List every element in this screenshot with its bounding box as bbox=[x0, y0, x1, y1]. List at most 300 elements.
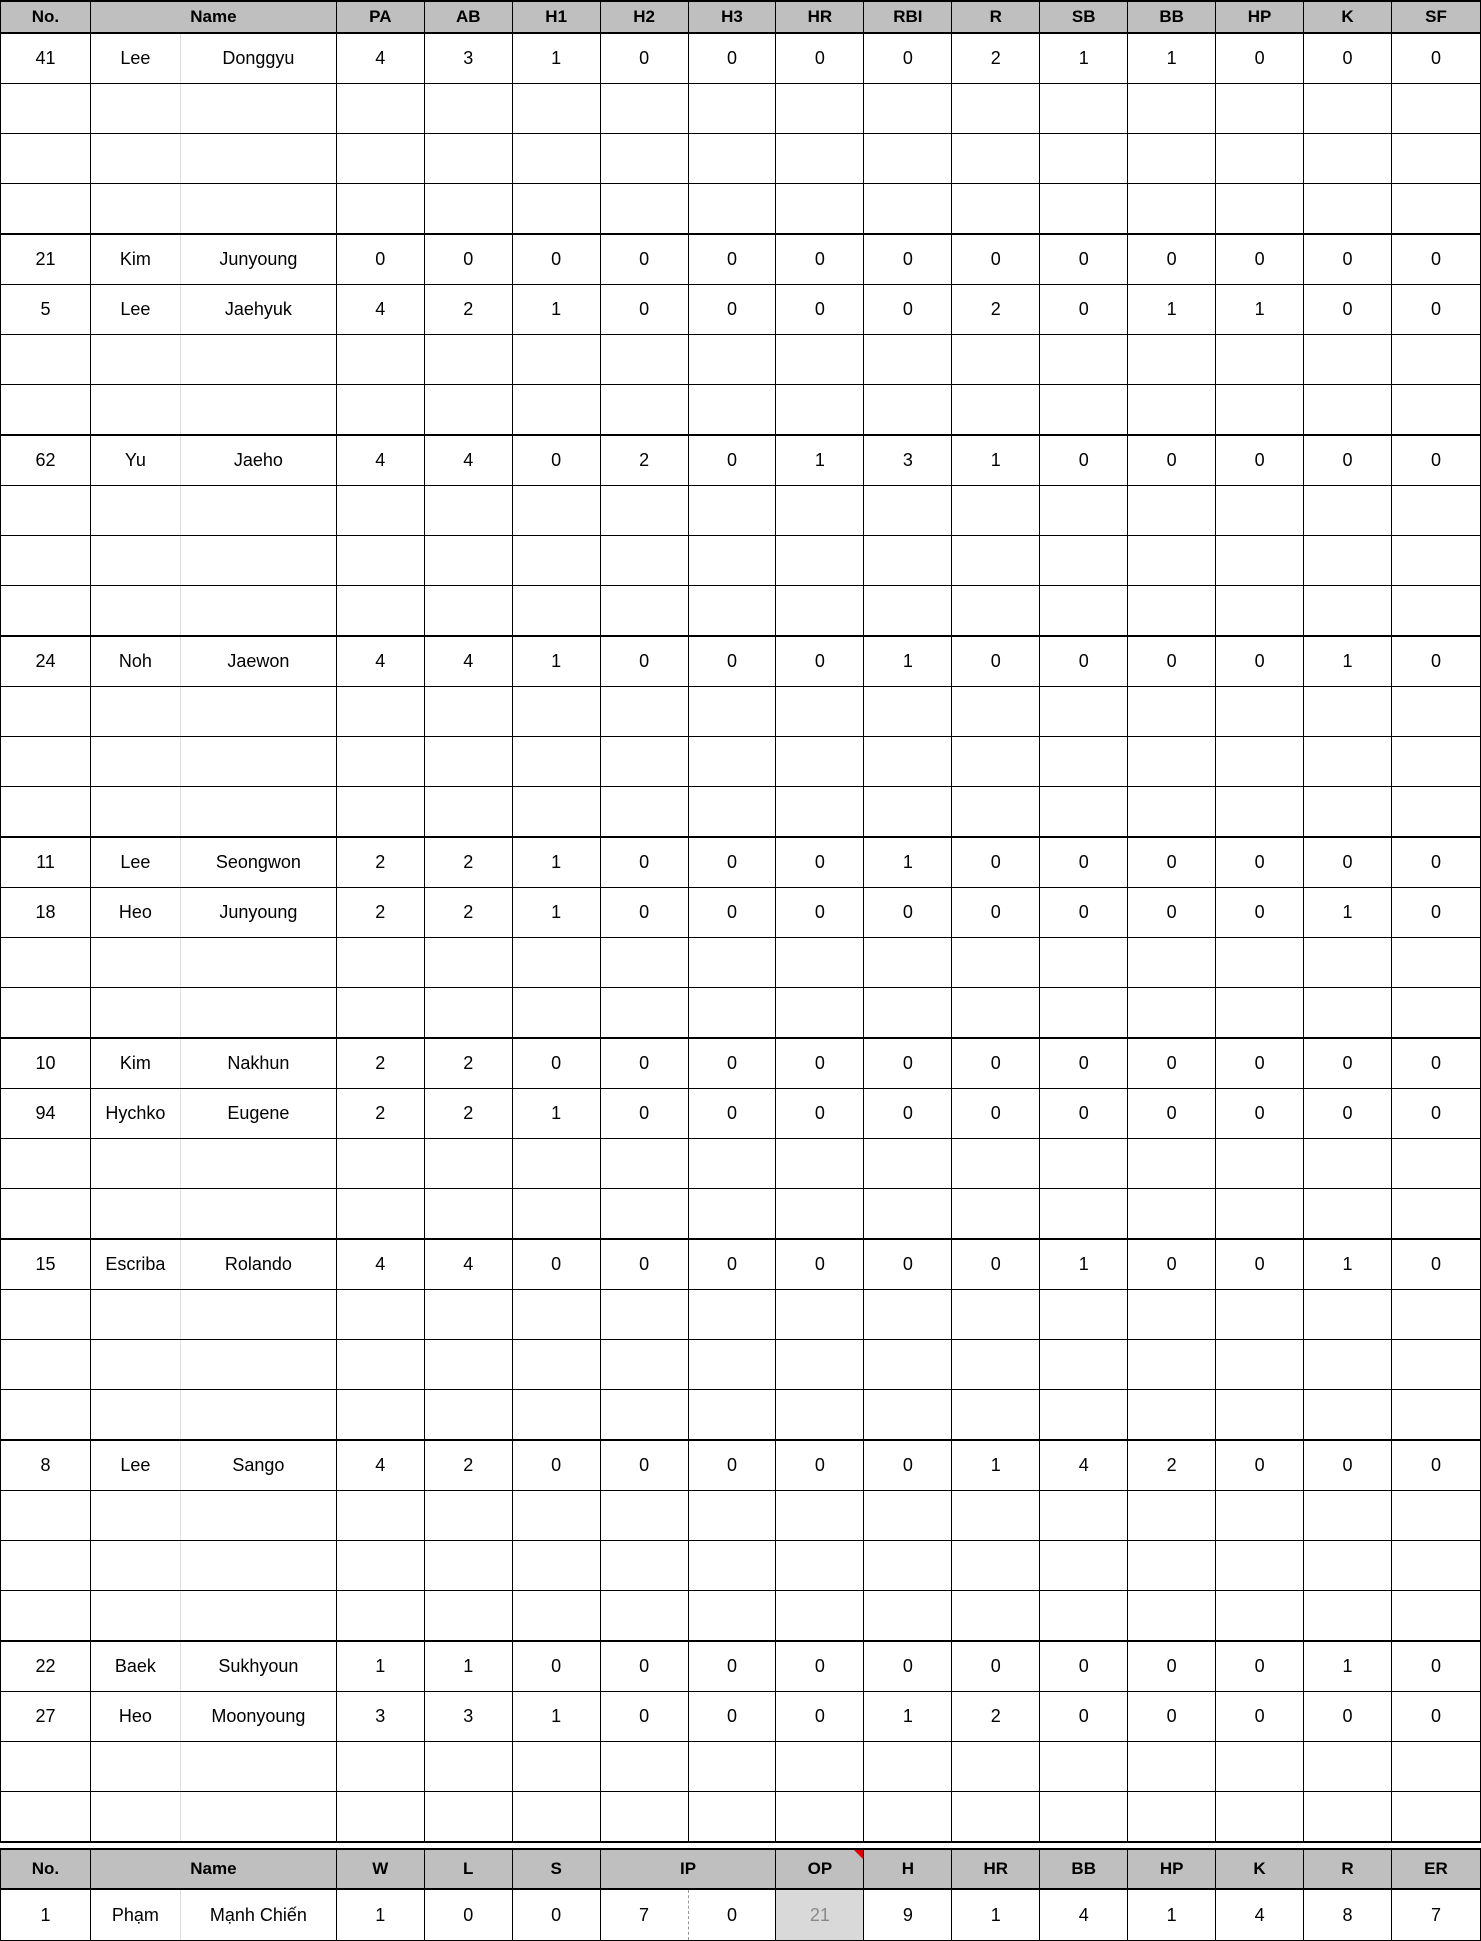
stat-rbi-cell bbox=[864, 84, 952, 134]
stat-h1-cell: 1 bbox=[512, 1089, 600, 1139]
stat-hp-cell bbox=[1216, 787, 1304, 838]
stat-rbi-cell: 0 bbox=[864, 285, 952, 335]
stat-sf-cell bbox=[1391, 1340, 1480, 1390]
player-last-name-cell bbox=[180, 536, 336, 586]
stat-h2-cell bbox=[600, 787, 688, 838]
stat-pa-cell: 2 bbox=[336, 888, 424, 938]
stat-rbi-cell: 0 bbox=[864, 888, 952, 938]
stat-r-cell bbox=[952, 1189, 1040, 1240]
stat-pa-cell: 0 bbox=[336, 234, 424, 285]
stat-k-cell: 0 bbox=[1304, 1038, 1392, 1089]
pitching-header-h bbox=[864, 1849, 952, 1889]
stat-hr-cell: 0 bbox=[776, 636, 864, 687]
player-first-name-cell bbox=[90, 1591, 180, 1642]
stat-bb-cell: 0 bbox=[1128, 636, 1216, 687]
player-first-name-cell bbox=[90, 1139, 180, 1189]
stat-hp-cell: 0 bbox=[1216, 33, 1304, 84]
player-last-name-cell bbox=[180, 486, 336, 536]
stat-sb-cell bbox=[1040, 335, 1128, 385]
stat-hp-cell bbox=[1216, 1390, 1304, 1441]
stat-pa-cell bbox=[336, 536, 424, 586]
stat-r-cell: 1 bbox=[952, 1440, 1040, 1491]
batting-empty-row bbox=[1, 586, 1481, 637]
stat-hr-cell bbox=[776, 988, 864, 1039]
stat-hp-cell bbox=[1216, 737, 1304, 787]
player-number-cell: 27 bbox=[1, 1692, 91, 1742]
stat-h3-cell: 0 bbox=[688, 1641, 776, 1692]
player-number-cell: 11 bbox=[1, 837, 91, 888]
batting-header-rbi: RBI bbox=[864, 1, 952, 33]
stat-bb-cell bbox=[1128, 1591, 1216, 1642]
stat-ip-innings-cell: 7 bbox=[600, 1889, 688, 1941]
stat-rbi-cell bbox=[864, 385, 952, 436]
batting-row bbox=[1, 1239, 1481, 1290]
stat-bb-cell bbox=[1128, 335, 1216, 385]
stat-sf-cell: 0 bbox=[1391, 1089, 1480, 1139]
stat-pa-cell bbox=[336, 787, 424, 838]
player-number-cell bbox=[1, 1290, 91, 1340]
stat-h1-cell: 1 bbox=[512, 837, 600, 888]
stat-rbi-cell: 0 bbox=[864, 1641, 952, 1692]
stat-ab-cell bbox=[424, 184, 512, 235]
stat-sb-cell: 0 bbox=[1040, 837, 1128, 888]
stat-rbi-cell: 0 bbox=[864, 1440, 952, 1491]
player-first-name-cell: Baek bbox=[90, 1641, 180, 1692]
stat-hr-cell: 0 bbox=[776, 837, 864, 888]
player-first-name-cell bbox=[90, 486, 180, 536]
stat-r-cell: 0 bbox=[952, 1641, 1040, 1692]
stat-k-cell bbox=[1304, 988, 1392, 1039]
batting-empty-row bbox=[1, 1742, 1481, 1792]
stat-pa-cell bbox=[336, 1390, 424, 1441]
stat-h2-cell: 0 bbox=[600, 234, 688, 285]
batting-empty-row bbox=[1, 486, 1481, 536]
stat-rbi-cell bbox=[864, 1290, 952, 1340]
stat-rbi-cell: 0 bbox=[864, 1239, 952, 1290]
stat-l-cell: 0 bbox=[424, 1889, 512, 1941]
player-last-name-cell bbox=[180, 1591, 336, 1642]
stat-ab-cell bbox=[424, 1742, 512, 1792]
stat-h2-cell bbox=[600, 1541, 688, 1591]
stat-sb-cell bbox=[1040, 385, 1128, 436]
player-number-cell bbox=[1, 988, 91, 1039]
player-number-cell: 94 bbox=[1, 1089, 91, 1139]
stat-hp-cell: 0 bbox=[1216, 1692, 1304, 1742]
stat-r-cell bbox=[952, 988, 1040, 1039]
player-first-name-cell bbox=[90, 134, 180, 184]
stat-h3-cell bbox=[688, 737, 776, 787]
stat-pa-cell: 2 bbox=[336, 1089, 424, 1139]
stat-k-cell bbox=[1304, 938, 1392, 988]
player-last-name-cell bbox=[180, 988, 336, 1039]
pitching-header-s bbox=[512, 1849, 600, 1889]
batting-header-r: R bbox=[952, 1, 1040, 33]
stat-hr-cell bbox=[776, 486, 864, 536]
stat-pa-cell: 3 bbox=[336, 1692, 424, 1742]
stat-hr-cell: 0 bbox=[776, 1692, 864, 1742]
batting-empty-row bbox=[1, 536, 1481, 586]
stat-h1-cell: 0 bbox=[512, 234, 600, 285]
stat-k-cell: 0 bbox=[1304, 837, 1392, 888]
player-first-name-cell: Kim bbox=[90, 234, 180, 285]
stat-bb-cell bbox=[1128, 988, 1216, 1039]
pitching-header-er bbox=[1391, 1849, 1480, 1889]
batting-empty-row bbox=[1, 1491, 1481, 1541]
stat-h-cell: 9 bbox=[864, 1889, 952, 1941]
stat-pa-cell bbox=[336, 486, 424, 536]
stat-bb-cell bbox=[1128, 536, 1216, 586]
stat-h2-cell: 0 bbox=[600, 1089, 688, 1139]
stat-sf-cell bbox=[1391, 486, 1480, 536]
stat-k-cell bbox=[1304, 1290, 1392, 1340]
stat-k-cell bbox=[1304, 335, 1392, 385]
stat-r-cell bbox=[952, 1591, 1040, 1642]
stat-sb-cell bbox=[1040, 1491, 1128, 1541]
batting-header-sb: SB bbox=[1040, 1, 1128, 33]
batting-row bbox=[1, 837, 1481, 888]
stat-k-cell bbox=[1304, 1742, 1392, 1792]
stat-ab-cell: 2 bbox=[424, 1440, 512, 1491]
stat-h3-cell bbox=[688, 1541, 776, 1591]
batting-empty-row bbox=[1, 1591, 1481, 1642]
stat-r-cell bbox=[952, 184, 1040, 235]
player-first-name-cell bbox=[90, 1390, 180, 1441]
stat-h1-cell bbox=[512, 787, 600, 838]
stat-h1-cell bbox=[512, 184, 600, 235]
stat-bb-cell bbox=[1128, 1390, 1216, 1441]
stat-bb-cell bbox=[1128, 687, 1216, 737]
player-number-cell: 21 bbox=[1, 234, 91, 285]
stat-pa-cell: 4 bbox=[336, 33, 424, 84]
batting-header-h1: H1 bbox=[512, 1, 600, 33]
stat-hr-cell bbox=[776, 787, 864, 838]
stat-h1-cell bbox=[512, 385, 600, 436]
stat-hr-cell bbox=[776, 938, 864, 988]
stat-pa-cell bbox=[336, 84, 424, 134]
stat-pa-cell bbox=[336, 938, 424, 988]
stat-hr-cell: 0 bbox=[776, 1089, 864, 1139]
stat-ab-cell: 4 bbox=[424, 636, 512, 687]
stat-r-cell bbox=[952, 1792, 1040, 1843]
stat-bb-cell: 0 bbox=[1128, 888, 1216, 938]
stat-h1-cell: 0 bbox=[512, 435, 600, 486]
stat-rbi-cell bbox=[864, 1340, 952, 1390]
player-number-cell bbox=[1, 1189, 91, 1240]
batting-header-sf: SF bbox=[1391, 1, 1480, 33]
stat-sf-cell bbox=[1391, 134, 1480, 184]
stat-sb-cell bbox=[1040, 486, 1128, 536]
stat-h1-cell: 1 bbox=[512, 285, 600, 335]
stat-hp-cell bbox=[1216, 1491, 1304, 1541]
stat-bb-cell bbox=[1128, 486, 1216, 536]
stat-bb-cell bbox=[1128, 737, 1216, 787]
stat-pa-cell: 4 bbox=[336, 636, 424, 687]
player-number-cell bbox=[1, 1340, 91, 1390]
batting-empty-row bbox=[1, 1541, 1481, 1591]
stat-h3-cell: 0 bbox=[688, 1239, 776, 1290]
stat-sf-cell bbox=[1391, 536, 1480, 586]
stat-rbi-cell bbox=[864, 787, 952, 838]
stat-ab-cell bbox=[424, 335, 512, 385]
stat-h1-cell bbox=[512, 1290, 600, 1340]
stat-h1-cell bbox=[512, 1491, 600, 1541]
stat-hp-cell bbox=[1216, 988, 1304, 1039]
stat-rbi-cell bbox=[864, 335, 952, 385]
stat-hp-cell bbox=[1216, 1742, 1304, 1792]
stat-hp-cell bbox=[1216, 335, 1304, 385]
stat-h1-cell: 0 bbox=[512, 1038, 600, 1089]
player-first-name-cell bbox=[90, 385, 180, 436]
stat-h3-cell: 0 bbox=[688, 285, 776, 335]
stat-hr-cell: 0 bbox=[776, 33, 864, 84]
player-number-cell: 8 bbox=[1, 1440, 91, 1491]
stat-pa-cell bbox=[336, 1491, 424, 1541]
stat-h3-cell bbox=[688, 184, 776, 235]
stat-h1-cell: 0 bbox=[512, 1641, 600, 1692]
batting-row bbox=[1, 1440, 1481, 1491]
stat-pa-cell bbox=[336, 687, 424, 737]
stat-sf-cell bbox=[1391, 1290, 1480, 1340]
stat-hr-cell: 0 bbox=[776, 1440, 864, 1491]
player-last-name-cell bbox=[180, 385, 336, 436]
stat-sb-cell bbox=[1040, 586, 1128, 637]
player-last-name-cell: Rolando bbox=[180, 1239, 336, 1290]
stat-ab-cell: 3 bbox=[424, 33, 512, 84]
stat-hr-cell: 0 bbox=[776, 285, 864, 335]
pitching-header-label: L bbox=[463, 1859, 474, 1878]
stat-ab-cell: 2 bbox=[424, 1089, 512, 1139]
player-last-name-cell: Jaeho bbox=[180, 435, 336, 486]
stat-h1-cell bbox=[512, 1792, 600, 1843]
stat-rbi-cell: 1 bbox=[864, 1692, 952, 1742]
stat-hr-cell bbox=[776, 1390, 864, 1441]
batting-header-ab: AB bbox=[424, 1, 512, 33]
stat-hp-cell bbox=[1216, 1290, 1304, 1340]
stat-ab-cell bbox=[424, 536, 512, 586]
stat-bb-cell bbox=[1128, 938, 1216, 988]
stat-op-cell: 21 bbox=[776, 1889, 864, 1941]
stat-sf-cell bbox=[1391, 1390, 1480, 1441]
stat-h2-cell: 0 bbox=[600, 285, 688, 335]
player-first-name-cell bbox=[90, 1290, 180, 1340]
player-last-name-cell bbox=[180, 335, 336, 385]
player-number-cell bbox=[1, 536, 91, 586]
stat-sb-cell: 0 bbox=[1040, 1641, 1128, 1692]
player-last-name-cell bbox=[180, 737, 336, 787]
stat-h3-cell bbox=[688, 988, 776, 1039]
stat-r-cell bbox=[952, 1390, 1040, 1441]
player-number-cell bbox=[1, 134, 91, 184]
stat-r-cell bbox=[952, 1541, 1040, 1591]
stat-hp-cell: 0 bbox=[1216, 1239, 1304, 1290]
stat-r-cell: 1 bbox=[952, 435, 1040, 486]
player-first-name-cell bbox=[90, 335, 180, 385]
stat-h2-cell: 0 bbox=[600, 1692, 688, 1742]
stat-hr-cell bbox=[776, 586, 864, 637]
stat-rbi-cell: 1 bbox=[864, 837, 952, 888]
stat-ab-cell bbox=[424, 988, 512, 1039]
stat-k-cell: 1 bbox=[1304, 888, 1392, 938]
stat-ab-cell bbox=[424, 84, 512, 134]
player-first-name-cell bbox=[90, 586, 180, 637]
stat-sf-cell: 0 bbox=[1391, 636, 1480, 687]
stat-r-cell bbox=[952, 1491, 1040, 1541]
stat-k-cell: 0 bbox=[1304, 1692, 1392, 1742]
stat-h1-cell: 0 bbox=[512, 1440, 600, 1491]
player-first-name-cell: Heo bbox=[90, 1692, 180, 1742]
player-last-name-cell bbox=[180, 84, 336, 134]
stat-pa-cell bbox=[336, 134, 424, 184]
stat-h3-cell bbox=[688, 1290, 776, 1340]
player-last-name-cell: Nakhun bbox=[180, 1038, 336, 1089]
stat-rbi-cell: 3 bbox=[864, 435, 952, 486]
player-last-name-cell bbox=[180, 787, 336, 838]
pitcher-first-name-cell: Phạm bbox=[90, 1889, 180, 1941]
pitching-header-label: Name bbox=[190, 1859, 237, 1878]
stat-h1-cell bbox=[512, 988, 600, 1039]
stat-sb-cell: 1 bbox=[1040, 33, 1128, 84]
stat-h1-cell bbox=[512, 335, 600, 385]
stat-sb-cell bbox=[1040, 1591, 1128, 1642]
stat-h2-cell bbox=[600, 988, 688, 1039]
stat-r-cell: 0 bbox=[952, 1089, 1040, 1139]
player-last-name-cell bbox=[180, 1290, 336, 1340]
batting-header-k: K bbox=[1304, 1, 1392, 33]
stat-pa-cell: 4 bbox=[336, 285, 424, 335]
stat-hp-cell: 0 bbox=[1216, 435, 1304, 486]
stat-ab-cell bbox=[424, 1290, 512, 1340]
player-first-name-cell: Noh bbox=[90, 636, 180, 687]
stat-sf-cell bbox=[1391, 1792, 1480, 1843]
pitching-header-label: HR bbox=[983, 1859, 1009, 1878]
stat-rbi-cell bbox=[864, 737, 952, 787]
pitching-header-l bbox=[424, 1849, 512, 1889]
stat-rbi-cell bbox=[864, 486, 952, 536]
stat-pa-cell bbox=[336, 1792, 424, 1843]
stat-sb-cell bbox=[1040, 1742, 1128, 1792]
stat-sf-cell: 0 bbox=[1391, 1692, 1480, 1742]
stat-rbi-cell bbox=[864, 1591, 952, 1642]
player-number-cell bbox=[1, 1541, 91, 1591]
stat-r-cell: 2 bbox=[952, 285, 1040, 335]
stat-h3-cell bbox=[688, 1340, 776, 1390]
player-number-cell bbox=[1, 385, 91, 436]
player-last-name-cell bbox=[180, 586, 336, 637]
batting-empty-row bbox=[1, 1139, 1481, 1189]
stat-hp-cell: 0 bbox=[1216, 636, 1304, 687]
batting-body bbox=[1, 33, 1481, 1842]
stat-ab-cell: 4 bbox=[424, 435, 512, 486]
stat-hp-cell bbox=[1216, 184, 1304, 235]
batting-empty-row bbox=[1, 1792, 1481, 1843]
batting-header-hp: HP bbox=[1216, 1, 1304, 33]
player-last-name-cell: Moonyoung bbox=[180, 1692, 336, 1742]
pitching-header-label: H bbox=[901, 1859, 914, 1878]
batting-empty-row bbox=[1, 335, 1481, 385]
stat-ip-outs-cell: 0 bbox=[688, 1889, 776, 1941]
batting-header-pa: PA bbox=[336, 1, 424, 33]
stat-hr-cell bbox=[776, 134, 864, 184]
stat-pa-cell bbox=[336, 988, 424, 1039]
stat-pa-cell bbox=[336, 1591, 424, 1642]
stat-r-cell bbox=[952, 1340, 1040, 1390]
pitcher-last-name-cell: Mạnh Chiến bbox=[180, 1889, 336, 1941]
stat-rbi-cell bbox=[864, 536, 952, 586]
stat-bb-cell bbox=[1128, 184, 1216, 235]
stat-h3-cell: 0 bbox=[688, 234, 776, 285]
batting-empty-row bbox=[1, 84, 1481, 134]
stat-h2-cell: 0 bbox=[600, 1038, 688, 1089]
stat-h1-cell bbox=[512, 1189, 600, 1240]
stat-sf-cell bbox=[1391, 335, 1480, 385]
stat-sf-cell: 0 bbox=[1391, 837, 1480, 888]
batting-row bbox=[1, 33, 1481, 84]
stat-hp-cell bbox=[1216, 486, 1304, 536]
pitching-row bbox=[1, 1889, 1481, 1941]
stat-rbi-cell bbox=[864, 938, 952, 988]
stat-rbi-cell bbox=[864, 1491, 952, 1541]
stat-hp-cell bbox=[1216, 84, 1304, 134]
stat-ab-cell bbox=[424, 787, 512, 838]
stat-r-cell bbox=[952, 737, 1040, 787]
stat-hp-cell bbox=[1216, 1792, 1304, 1843]
stat-k-cell: 0 bbox=[1304, 285, 1392, 335]
stat-hp-cell: 0 bbox=[1216, 1038, 1304, 1089]
stat-bb-cell: 4 bbox=[1040, 1889, 1128, 1941]
stat-sf-cell bbox=[1391, 385, 1480, 436]
stat-h3-cell: 0 bbox=[688, 435, 776, 486]
stat-sb-cell bbox=[1040, 1792, 1128, 1843]
stat-k-cell bbox=[1304, 787, 1392, 838]
stat-k-cell bbox=[1304, 536, 1392, 586]
stat-r-cell bbox=[952, 1139, 1040, 1189]
stat-sb-cell bbox=[1040, 1290, 1128, 1340]
stat-ab-cell: 0 bbox=[424, 234, 512, 285]
player-number-cell: 10 bbox=[1, 1038, 91, 1089]
stat-r-cell: 2 bbox=[952, 1692, 1040, 1742]
stat-hp-cell: 1 bbox=[1128, 1889, 1216, 1941]
pitcher-number-cell: 1 bbox=[1, 1889, 91, 1941]
stat-h3-cell bbox=[688, 1491, 776, 1541]
stat-pa-cell: 4 bbox=[336, 435, 424, 486]
stat-k-cell bbox=[1304, 134, 1392, 184]
stat-hp-cell bbox=[1216, 938, 1304, 988]
batting-empty-row bbox=[1, 1189, 1481, 1240]
batting-header-h2: H2 bbox=[600, 1, 688, 33]
stat-bb-cell bbox=[1128, 1290, 1216, 1340]
stat-h2-cell: 0 bbox=[600, 888, 688, 938]
player-number-cell bbox=[1, 1491, 91, 1541]
stat-h1-cell: 1 bbox=[512, 888, 600, 938]
stat-r-cell bbox=[952, 687, 1040, 737]
stat-h1-cell bbox=[512, 1340, 600, 1390]
batting-row bbox=[1, 285, 1481, 335]
stat-ab-cell bbox=[424, 486, 512, 536]
stat-hp-cell: 0 bbox=[1216, 837, 1304, 888]
stat-rbi-cell bbox=[864, 1742, 952, 1792]
player-last-name-cell: Seongwon bbox=[180, 837, 336, 888]
pitching-header-op bbox=[776, 1849, 864, 1889]
batting-empty-row bbox=[1, 787, 1481, 838]
stat-ab-cell bbox=[424, 1792, 512, 1843]
pitching-header-label: IP bbox=[679, 1859, 697, 1878]
stat-hr-cell bbox=[776, 385, 864, 436]
stat-h2-cell: 0 bbox=[600, 1239, 688, 1290]
stat-h1-cell bbox=[512, 1742, 600, 1792]
stat-hr-cell: 0 bbox=[776, 888, 864, 938]
stat-sf-cell: 0 bbox=[1391, 33, 1480, 84]
stat-sf-cell: 0 bbox=[1391, 234, 1480, 285]
